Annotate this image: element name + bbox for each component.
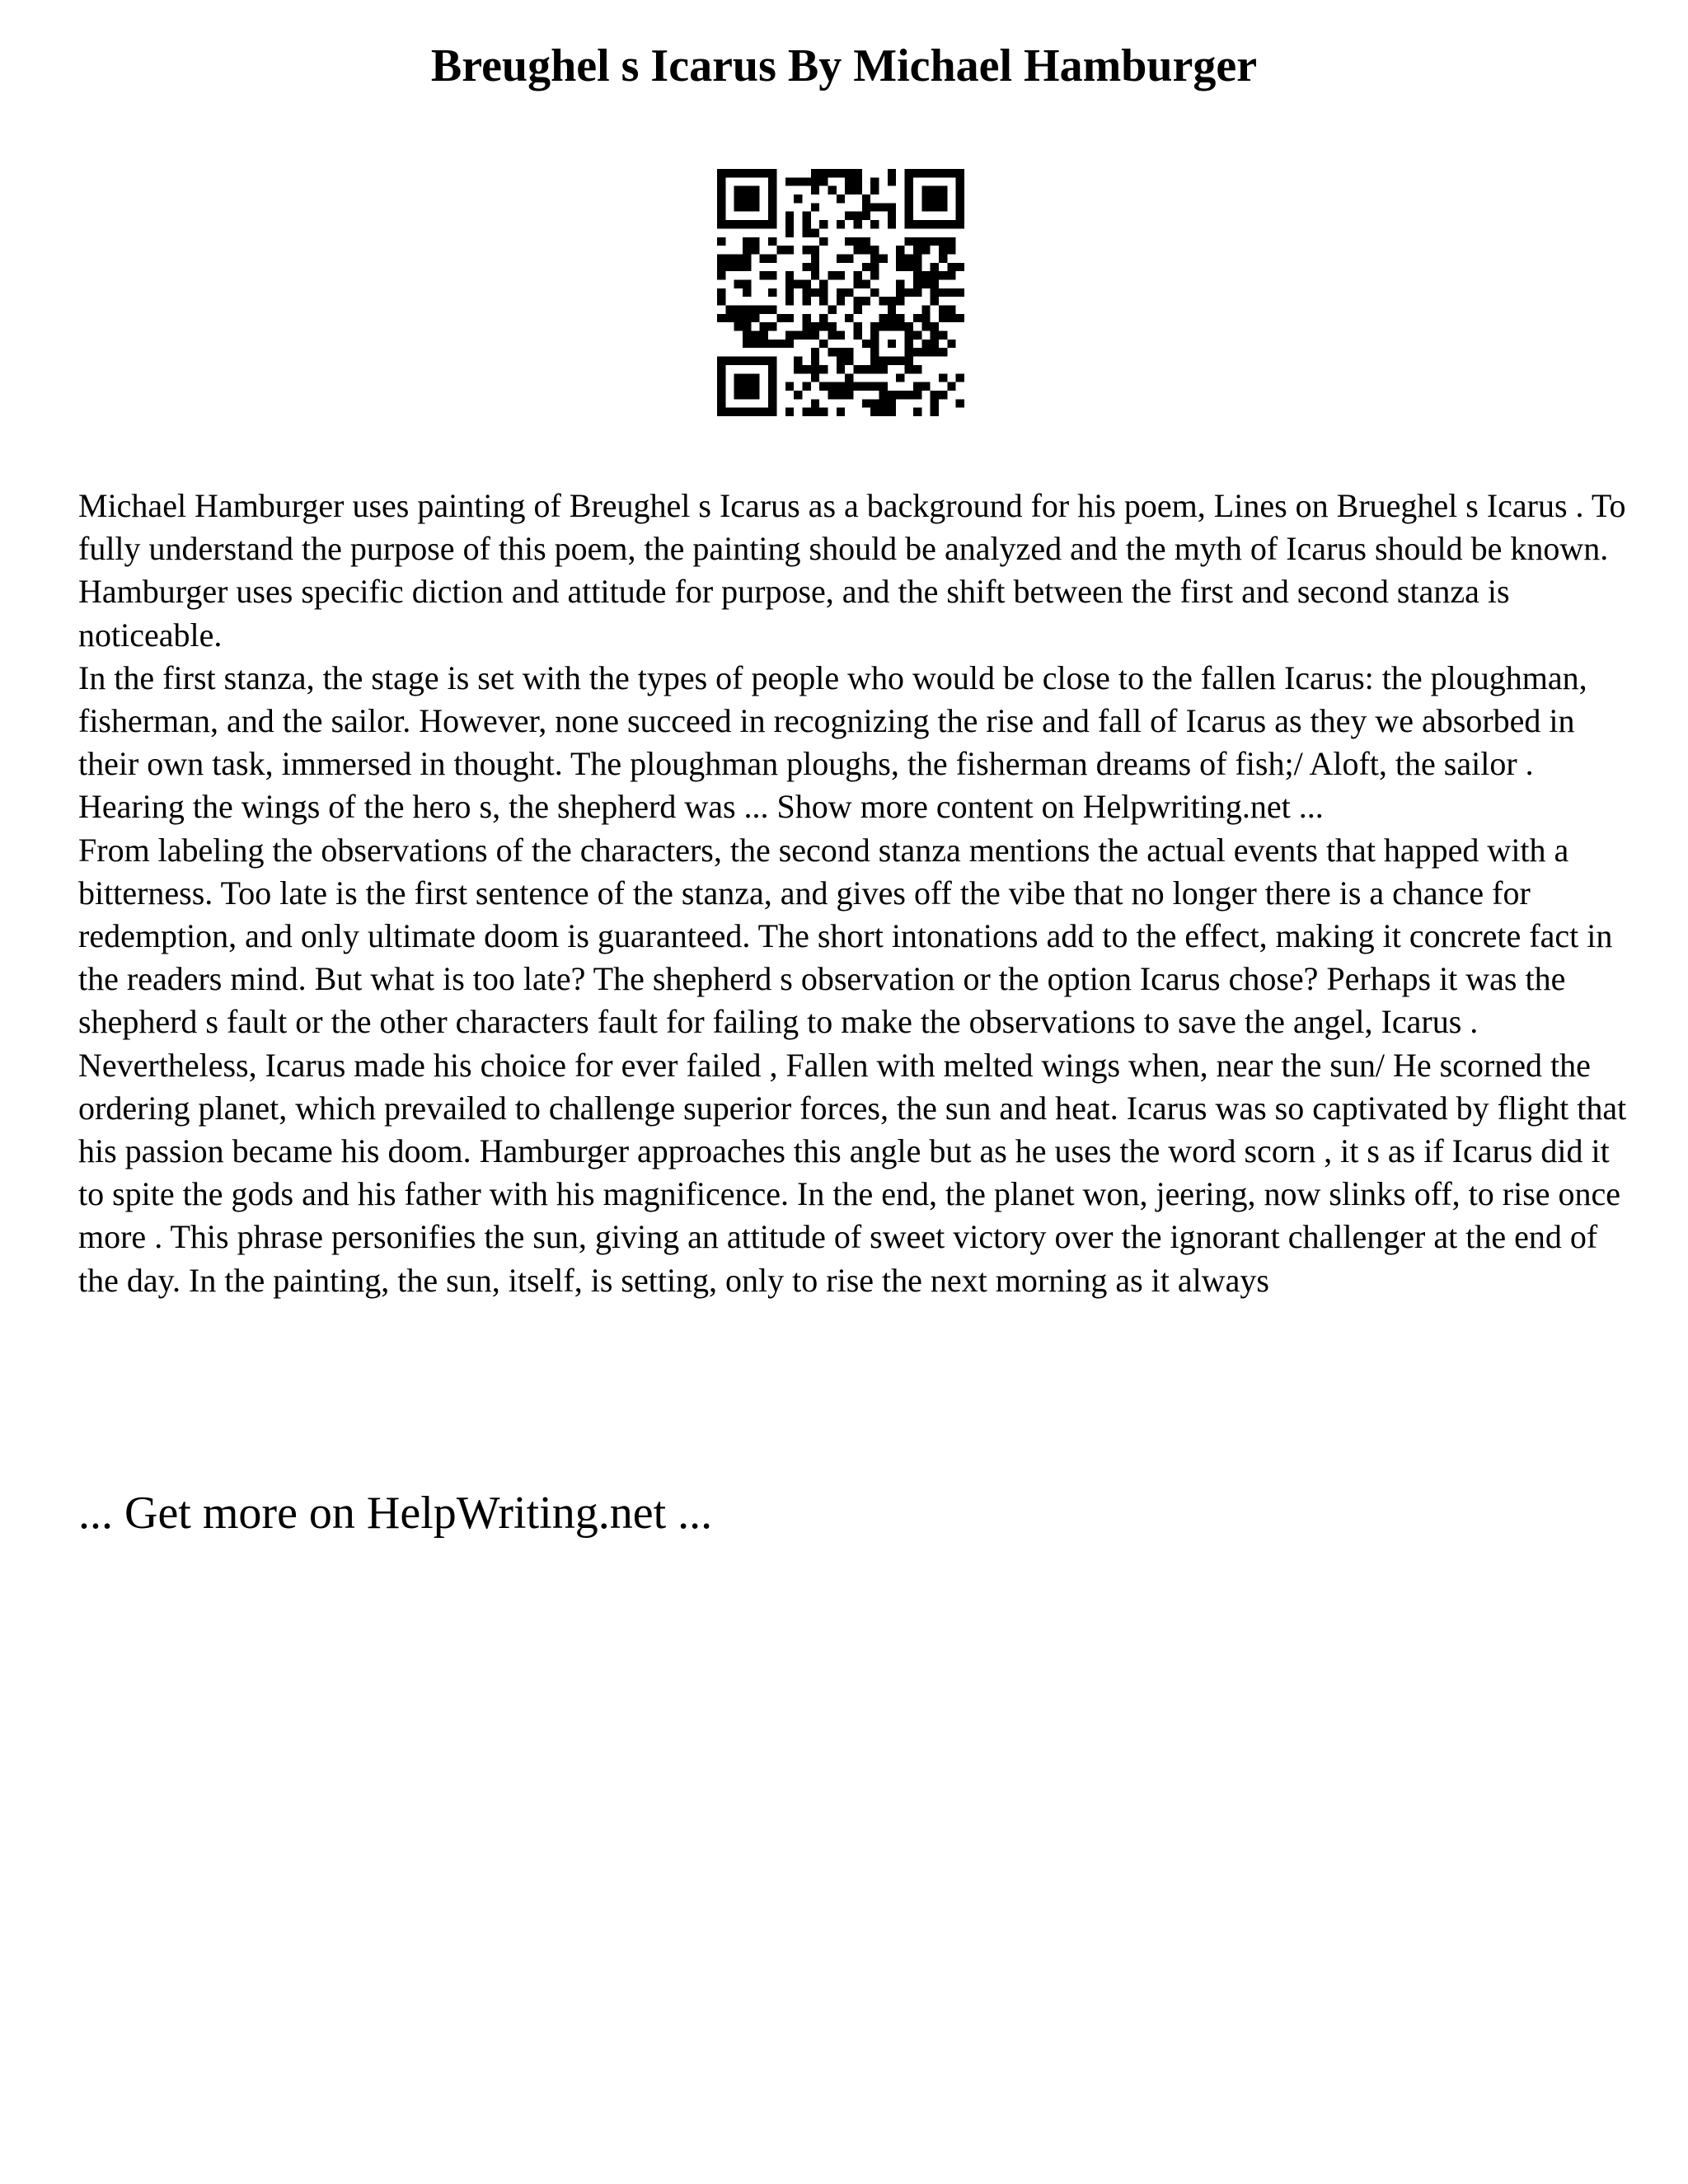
document-body [78,485,1628,1302]
document-title: Breughel s Icarus By Michael Hamburger [430,40,1258,91]
paragraph-2: In the first stanza, the stage is set with the types of people who would be close to the fallen Icarus: the ploughman, fisherman, and the sailor. However, none succeed in recognizing the rise and fall of Icarus as they we absorbed in their own task, immersed in thought. The ploughman ploughs, the fisherman dreams of fish;/ Aloft, the sailor . Hearing the wings of the hero s, the shepherd was ... Show more content on Helpwriting.net ... [78,658,1587,826]
get-more-link[interactable]: ... Get more on HelpWriting.net ... [78,1488,713,1539]
paragraph-1: Michael Hamburger uses painting of Breughel s Icarus as a background for his poem, Lines on Brueghel s Icarus . To fully understand the purpose of this poem, the painting should be analyzed and the myth of Icarus should be known. Hamburger uses specific diction and attitude for purpose, and the shift between the first and second stanza is noticeable. [78,487,1626,654]
qr-code-icon [717,169,964,416]
paragraph-3: From labeling the observations of the characters, the second stanza mentions the actual events that happed with a bitterness. Too late is the first sentence of the stanza, and gives off the vibe that no longer there is a chance for redemption, and only ultimate doom is guaranteed. The short intonations add to the effect, making it concrete fact in the readers mind. But what is too late? The shepherd s observation or the option Icarus chose? Perhaps it was the shepherd s fault or the other characters fault for failing to make the observations to save the angel, Icarus . Nevertheless, Icarus made his choice for ever failed , Fallen with melted wings when, near the sun/ He scorned the ordering planet, which prevailed to challenge superior forces, the sun and heat. Icarus was so captivated by flight that his passion became his doom. Hamburger approaches this angle but as he uses the word scorn , it s as if Icarus did it to spite the gods and his father with his magnificence. In the end, the planet won, jeering, now slinks off, to rise once more . This phrase personifies the sun, giving an attitude of sweet victory over the ignorant challenger at the end of the day. In the painting, the sun, itself, is setting, only to rise the next morning as it always [78,831,1627,1299]
